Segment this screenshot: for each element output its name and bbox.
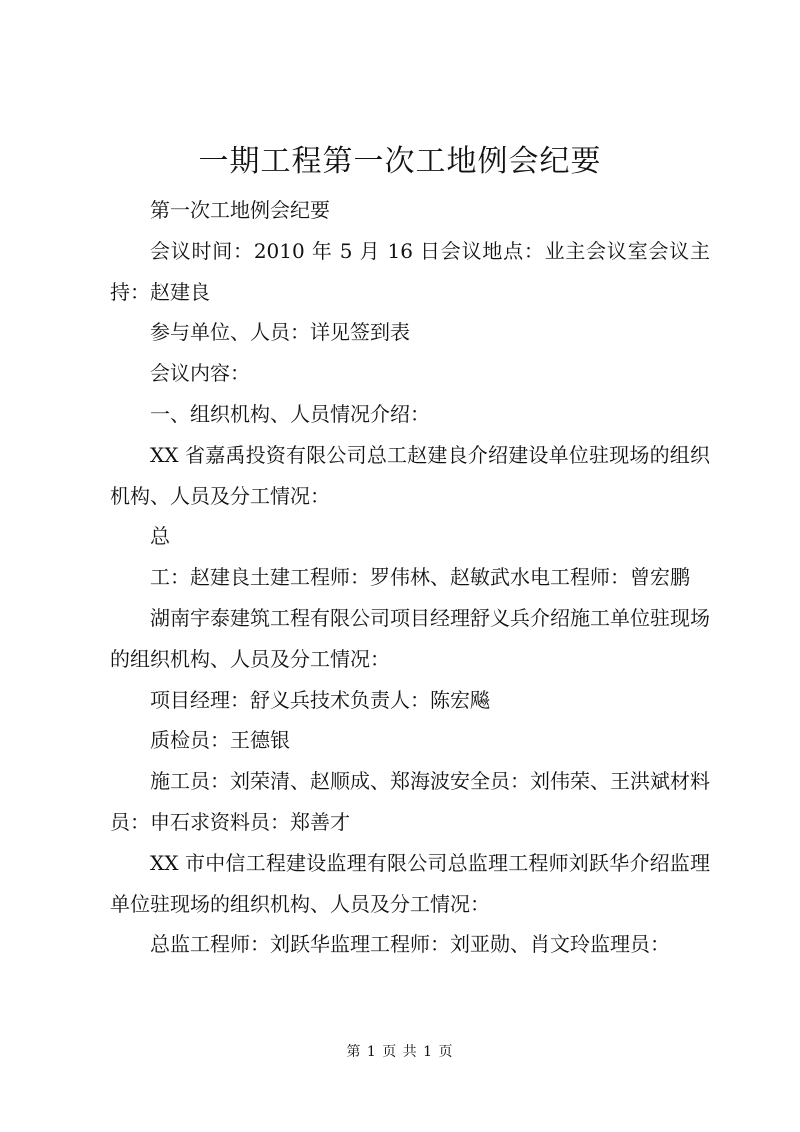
paragraph: 第一次工地例会纪要 (150, 198, 330, 222)
document-title: 一期工程第一次工地例会纪要 (198, 144, 602, 179)
page-footer: 第 1 页 共 1 页 (346, 1044, 454, 1060)
document-body (110, 190, 710, 965)
paragraph: 会议时间：2010 年 5 月 16 日会议地点：业主会议室会议主持：赵建良 (110, 238, 710, 304)
paragraph: XX 市中信工程建设监理有限公司总监理工程师刘跃华介绍监理单位驻现场的组织机构、人员及分工情况： (110, 850, 710, 916)
paragraph: 会议内容： (150, 361, 250, 386)
paragraph: 质检员：王德银 (150, 728, 290, 753)
paragraph: 项目经理：舒义兵技术负责人：陈宏飚 (150, 687, 490, 712)
paragraph: 总 (150, 524, 170, 549)
paragraph: 总监工程师：刘跃华监理工程师：刘亚勋、肖文玲监理员： (150, 932, 670, 957)
paragraph: 一、组织机构、人员情况介绍： (150, 401, 430, 426)
paragraph: XX 省嘉禹投资有限公司总工赵建良介绍建设单位驻现场的组织机构、人员及分工情况： (110, 442, 710, 508)
paragraph: 参与单位、人员：详见签到表 (150, 320, 410, 345)
paragraph: 施工员：刘荣清、赵顺成、郑海波安全员：刘伟荣、王洪斌材料员：申石求资料员：郑善才 (110, 769, 710, 834)
paragraph: 湖南宇泰建筑工程有限公司项目经理舒义兵介绍施工单位驻现场的组织机构、人员及分工情况： (110, 605, 710, 671)
paragraph: 工：赵建良土建工程师：罗伟林、赵敏武水电工程师：曾宏鹏 (150, 565, 690, 590)
